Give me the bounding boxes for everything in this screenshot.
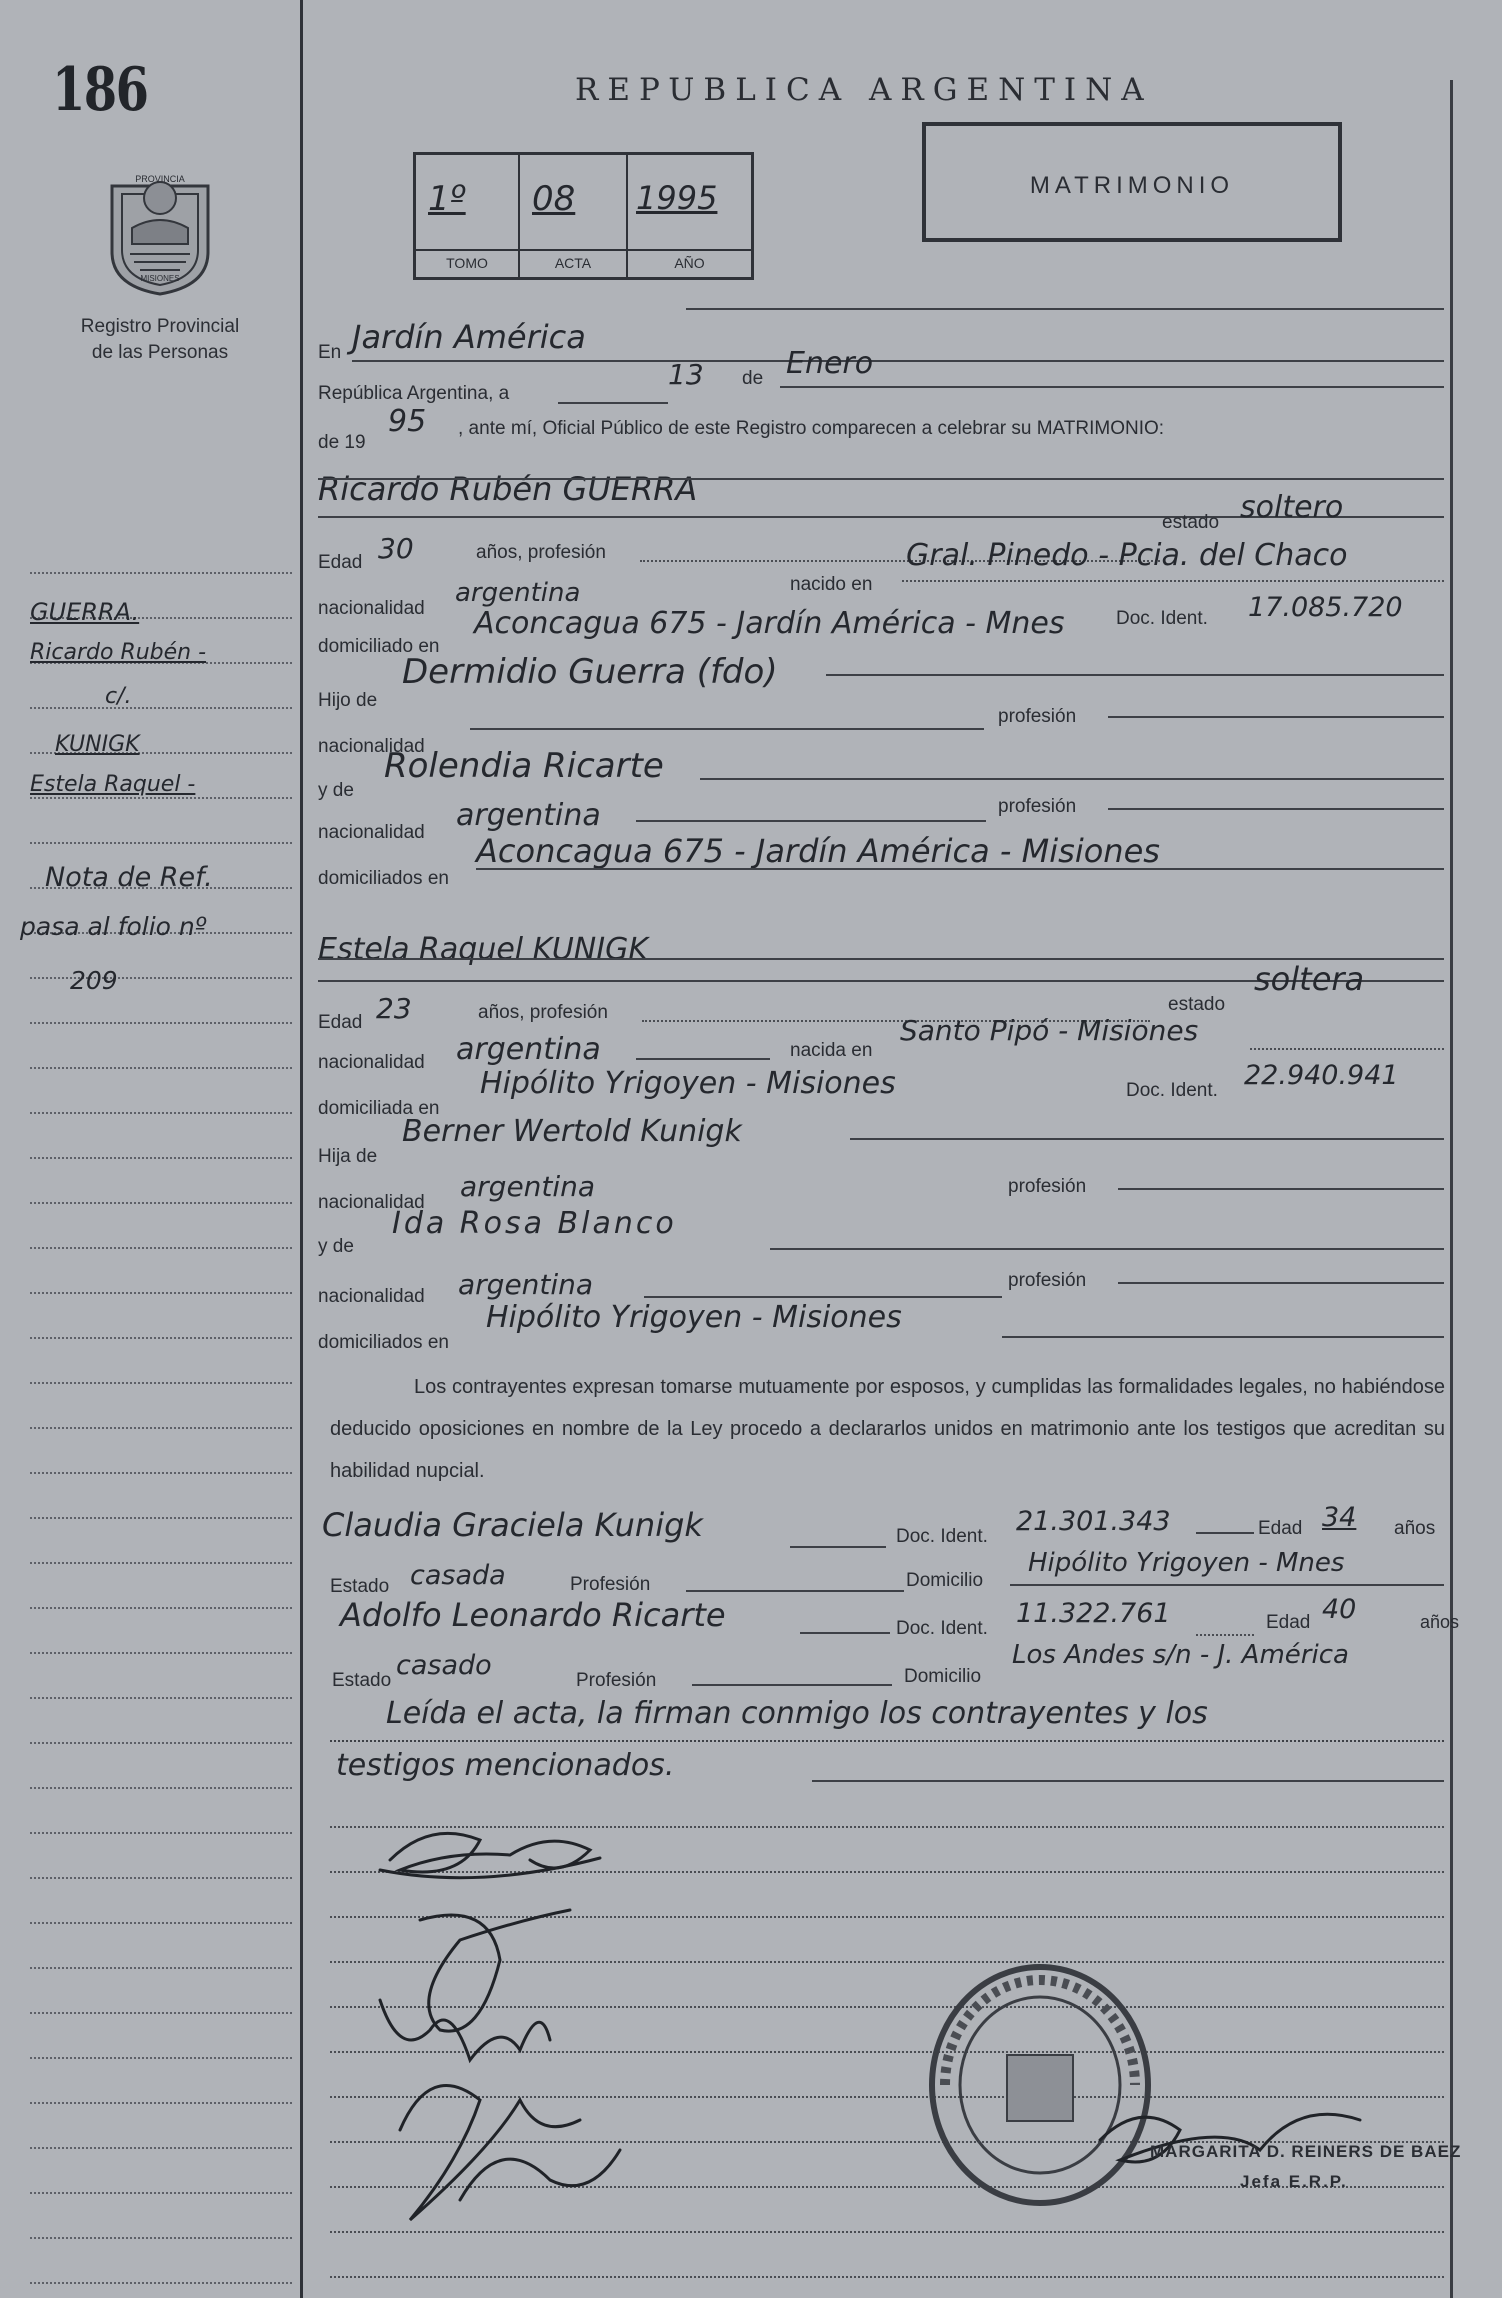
groom-profesion-label: años, profesión	[476, 542, 606, 563]
bride-parents-domicile: Hipólito Yrigoyen - Misiones	[486, 1300, 902, 1335]
witness2-domicilio-label: Domicilio	[904, 1666, 982, 1687]
witness1-doc: 21.301.343	[1016, 1506, 1171, 1537]
groom-name: Ricardo Rubén GUERRA	[318, 470, 698, 508]
record-type-box	[922, 122, 1342, 242]
signature-3	[380, 2000, 550, 2060]
witness2-domicilio: Los Andes s/n - J. América	[1012, 1640, 1349, 1670]
witness1-profesion-label: Profesión	[570, 1574, 651, 1595]
marriage-place: Jardín América	[352, 318, 586, 356]
witness1-estado: casada	[410, 1560, 506, 1591]
bride-father-profesion-label: profesión	[1008, 1176, 1087, 1197]
witness1-estado-label: Estado	[330, 1576, 390, 1597]
acta-value: 08	[532, 179, 576, 219]
marriage-year-suffix: 95	[388, 404, 427, 439]
provincial-coat-of-arms-icon	[102, 168, 218, 296]
witness2-anos-label: años	[1420, 1612, 1460, 1632]
margin-ruled-line	[30, 1832, 292, 1834]
bride-domicile-label: domiciliada en	[318, 1098, 440, 1119]
emblem-top-text: PROVINCIA	[135, 174, 185, 184]
margin-ruled-line	[30, 1292, 292, 1294]
groom-father: Dermidio Guerra (fdo)	[402, 652, 778, 692]
acta-label: ACTA	[520, 249, 626, 271]
tomo-cell	[416, 155, 520, 277]
groom-birthplace: Gral. Pinedo - Pcia. del Chaco	[906, 538, 1348, 573]
margin-ruled-line	[30, 842, 292, 844]
intro-statement: , ante mí, Oficial Público de este Registro comparecen a celebrar su MATRIMONIO:	[458, 418, 1165, 439]
registry-name	[40, 314, 280, 366]
margin-ruled-line	[30, 572, 292, 574]
margin-ruled-line	[30, 1427, 292, 1429]
margin-divider	[300, 0, 303, 2298]
witness1-name: Claudia Graciela Kunigk	[322, 1506, 703, 1544]
witness2-estado-label: Estado	[332, 1670, 392, 1691]
margin-column	[0, 0, 300, 2298]
margin-ruled-line	[30, 1697, 292, 1699]
bride-mother-label: y de	[318, 1236, 354, 1257]
right-border	[1450, 80, 1453, 2298]
emblem-bottom-text: MISIONES	[140, 274, 180, 283]
margin-ruled-line	[30, 1157, 292, 1159]
margin-ruled-line	[30, 1337, 292, 1339]
margin-ruled-line	[30, 1742, 292, 1744]
groom-mother-profesion-label: profesión	[998, 796, 1077, 817]
country-title: REPUBLICA ARGENTINA	[575, 72, 1153, 108]
record-number-box	[413, 152, 754, 280]
witness1-age: 34	[1322, 1502, 1357, 1533]
groom-father-profesion-label: profesión	[998, 706, 1077, 727]
witness1-anos-label: años	[1394, 1518, 1436, 1539]
bride-parents-domicile-label: domiciliados en	[318, 1332, 449, 1353]
marriage-day: 13	[668, 358, 704, 391]
signature-4	[400, 2085, 580, 2220]
acta-cell	[520, 155, 628, 277]
label-de: de	[742, 368, 764, 389]
marriage-month: Enero	[786, 346, 874, 381]
signature-2	[420, 1910, 570, 2031]
margin-ruled-line	[30, 1607, 292, 1609]
margin-ruled-line	[30, 2282, 292, 2284]
groom-nationality-label: nacionalidad	[318, 598, 425, 619]
bride-father: Berner Wertold Kunigk	[402, 1114, 742, 1149]
witness1-doc-label: Doc. Ident.	[896, 1526, 988, 1547]
margin-ruled-line	[30, 1022, 292, 1024]
year-value: 1995	[636, 179, 718, 217]
margin-ruled-line	[30, 1067, 292, 1069]
groom-domicile-label: domiciliado en	[318, 636, 440, 657]
signature-ruled-line	[330, 2276, 1444, 2278]
signatures	[340, 1800, 940, 2260]
margin-ruled-line	[30, 1967, 292, 1969]
margin-ruled-line	[30, 1562, 292, 1564]
year-cell	[628, 155, 751, 277]
margin-given-groom: Ricardo Rubén -	[30, 640, 207, 665]
bride-estado-label: estado	[1168, 994, 1226, 1015]
margin-conjunction: c/.	[105, 684, 132, 709]
bride-profesion-label: años, profesión	[478, 1002, 608, 1023]
groom-age: 30	[378, 532, 414, 565]
declaration-text: Los contrayentes expresan tomarse mutuamente por esposos, y cumplidas las formalidades legales, no habiéndose deducido oposiciones en nombre de la Ley procedo a declararlos unidos en matrimonio ante los testigos que acreditan su habilidad nupcial.	[330, 1376, 1445, 1482]
margin-ruled-line	[30, 1517, 292, 1519]
label-republica: República Argentina, a	[318, 383, 510, 404]
margin-ruled-line	[30, 1787, 292, 1789]
bride-doc-label: Doc. Ident.	[1126, 1080, 1218, 1101]
bride-birthplace: Santo Pipó - Misiones	[900, 1014, 1199, 1047]
groom-estado: soltero	[1240, 490, 1344, 525]
witness2-estado: casado	[396, 1650, 492, 1681]
margin-ruled-line	[30, 1247, 292, 1249]
closing-line-2: testigos mencionados.	[336, 1748, 675, 1783]
witness2-doc: 11.322.761	[1016, 1598, 1171, 1629]
bride-nationality: argentina	[456, 1032, 601, 1067]
margin-ruled-line	[30, 1382, 292, 1384]
witness1-domicilio: Hipólito Yrigoyen - Mnes	[1028, 1548, 1345, 1578]
margin-given-bride: Estela Raquel -	[30, 772, 196, 797]
official-title: Jefa E.R.P.	[1240, 2172, 1348, 2191]
label-en: En	[318, 342, 342, 363]
groom-mother-label: y de	[318, 780, 354, 801]
bride-name: Estela Raquel KUNIGK	[318, 932, 648, 967]
groom-mother: Rolendia Ricarte	[384, 746, 664, 786]
groom-parents-domicile-label: domiciliados en	[318, 868, 449, 889]
witness2-age: 40	[1322, 1594, 1357, 1625]
bride-domicile: Hipólito Yrigoyen - Misiones	[480, 1066, 896, 1101]
bride-father-nationality: argentina	[460, 1170, 596, 1203]
margin-ruled-line	[30, 2147, 292, 2149]
witness2-doc-label: Doc. Ident.	[896, 1618, 988, 1639]
groom-mother-nationality: argentina	[456, 798, 601, 833]
bride-doc: 22.940.941	[1244, 1060, 1399, 1091]
groom-doc-label: Doc. Ident.	[1116, 608, 1208, 629]
groom-domicile: Aconcagua 675 - Jardín América - Mnes	[474, 606, 1065, 641]
margin-ruled-line	[30, 1652, 292, 1654]
witness1-domicilio-label: Domicilio	[906, 1570, 984, 1591]
groom-edad-label: Edad	[318, 552, 363, 573]
groom-father-nationality-label: nacionalidad	[318, 736, 425, 757]
groom-mother-nationality-label: nacionalidad	[318, 822, 425, 843]
record-type: MATRIMONIO	[1029, 172, 1235, 199]
groom-estado-label: estado	[1162, 512, 1220, 533]
margin-surname-groom: GUERRA.	[30, 598, 140, 626]
margin-ruled-line	[30, 1112, 292, 1114]
bride-born-label: nacida en	[790, 1040, 873, 1061]
bride-mother: Ida Rosa Blanco	[392, 1206, 677, 1241]
witness2-profesion-label: Profesión	[576, 1670, 657, 1691]
bride-edad-label: Edad	[318, 1012, 363, 1033]
witness2-name: Adolfo Leonardo Ricarte	[340, 1596, 726, 1634]
witness1-edad-label: Edad	[1258, 1518, 1303, 1539]
official-name: MARGARITA D. REINERS DE BAEZ	[1150, 2142, 1462, 2161]
bride-age: 23	[376, 992, 412, 1025]
bride-estado: soltera	[1254, 960, 1365, 998]
margin-ruled-line	[30, 1472, 292, 1474]
margin-surname-bride: KUNIGK	[55, 732, 140, 757]
margin-ruled-line	[30, 2237, 292, 2239]
margin-ruled-line	[30, 707, 292, 709]
bride-mother-nationality: argentina	[458, 1268, 594, 1301]
registry-line-2: de las Personas	[91, 342, 229, 363]
margin-note-line-2: pasa al folio nº	[20, 912, 207, 941]
margin-ruled-line	[30, 2012, 292, 2014]
bride-nationality-label: nacionalidad	[318, 1052, 425, 1073]
bride-mother-profesion-label: profesión	[1008, 1270, 1087, 1291]
margin-ruled-line	[30, 2057, 292, 2059]
groom-doc: 17.085.720	[1248, 592, 1403, 623]
groom-nationality: argentina	[455, 578, 581, 608]
bride-father-nationality-label: nacionalidad	[318, 1192, 425, 1213]
tomo-value: 1º	[428, 179, 466, 219]
witness2-edad-label: Edad	[1266, 1612, 1311, 1633]
margin-ruled-line	[30, 1202, 292, 1204]
bride-father-label: Hija de	[318, 1146, 378, 1167]
folio-number: 186	[52, 55, 148, 125]
margin-ruled-line	[30, 2192, 292, 2194]
margin-ruled-line	[30, 2102, 292, 2104]
groom-parents-domicile: Aconcagua 675 - Jardín América - Misiones	[476, 832, 1160, 870]
registry-line-1: Registro Provincial	[80, 316, 240, 337]
tomo-label: TOMO	[416, 249, 518, 271]
margin-ruled-line	[30, 1922, 292, 1924]
margin-note-line-1: Nota de Ref.	[45, 862, 213, 893]
closing-line-1: Leída el acta, la firman conmigo los contrayentes y los	[386, 1696, 1208, 1731]
year-label: AÑO	[628, 249, 751, 271]
margin-note-line-3: 209	[70, 966, 118, 995]
bride-mother-nationality-label: nacionalidad	[318, 1286, 425, 1307]
groom-father-label: Hijo de	[318, 690, 378, 711]
label-year-prefix: de 19	[318, 432, 366, 453]
margin-ruled-line	[30, 797, 292, 799]
margin-ruled-line	[30, 1877, 292, 1879]
groom-born-label: nacido en	[790, 574, 873, 595]
